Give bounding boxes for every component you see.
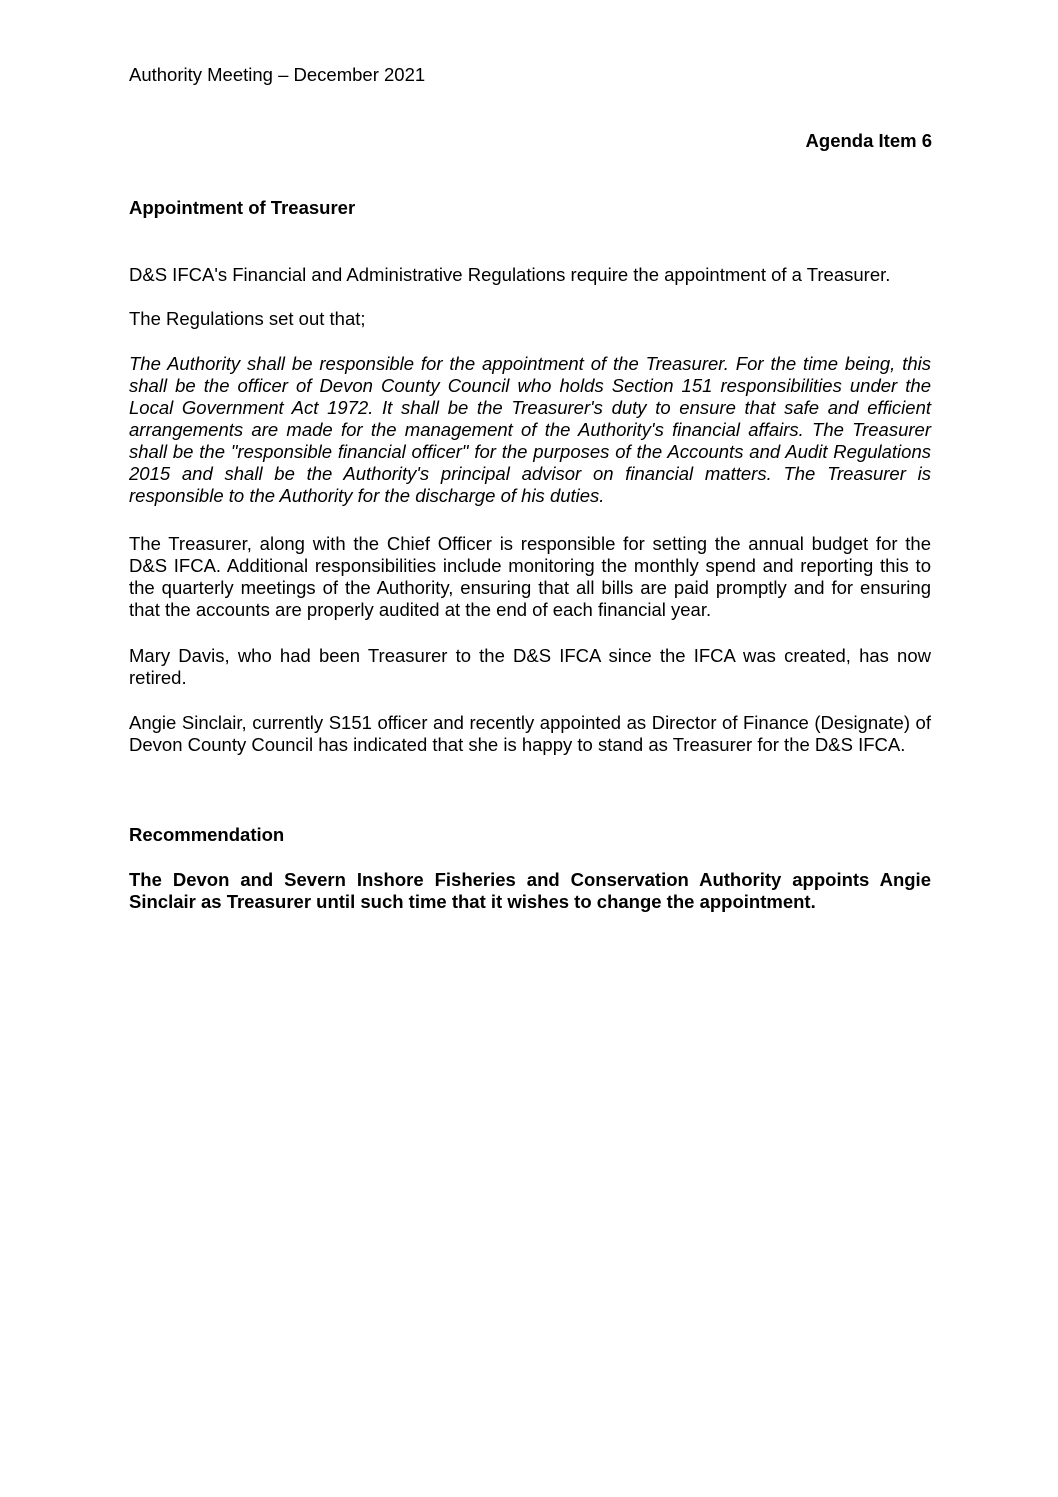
candidate-paragraph: Angie Sinclair, currently S151 officer and recently appointed as Director of Finance (Designate) of Devon County Council has indicated that she is happy to stand as Treasurer for the D&S IFCA. bbox=[129, 712, 931, 755]
meeting-header: Authority Meeting – December 2021 bbox=[129, 64, 426, 85]
agenda-item-label: Agenda Item 6 bbox=[805, 130, 932, 151]
intro-paragraph: D&S IFCA's Financial and Administrative Regulations require the appointment of a Treasurer. bbox=[129, 264, 891, 285]
recommendation-text: The Devon and Severn Inshore Fisheries and Conservation Authority appoints Angie Sinclair as Treasurer until such time that it wishes to change the appointment. bbox=[129, 869, 931, 912]
recommendation-heading: Recommendation bbox=[129, 824, 285, 845]
regulations-intro: The Regulations set out that; bbox=[129, 308, 366, 329]
regulations-quote: The Authority shall be responsible for the appointment of the Treasurer. For the time being, this shall be the officer of Devon County Council who holds Section 151 responsibilities under the Local Government Act 1972. It shall be the Treasurer's duty to ensure that safe and efficient arrangements are made for the management of the Authority's financial affairs. The Treasurer shall be the "responsible financial officer" for the purposes of the Accounts and Audit Regulations 2015 and shall be the Authority's principal advisor on financial matters. The Treasurer is responsible to the Authority for the discharge of his duties. bbox=[129, 353, 931, 506]
page-title: Appointment of Treasurer bbox=[129, 197, 356, 218]
retirement-paragraph: Mary Davis, who had been Treasurer to the D&S IFCA since the IFCA was created, has now retired. bbox=[129, 645, 931, 688]
responsibilities-paragraph: The Treasurer, along with the Chief Officer is responsible for setting the annual budget for the D&S IFCA. Additional responsibilities include monitoring the monthly spend and reporting this to the quarterly meetings of the Authority, ensuring that all bills are paid promptly and for ensuring that the accounts are properly audited at the end of each financial year. bbox=[129, 533, 931, 620]
